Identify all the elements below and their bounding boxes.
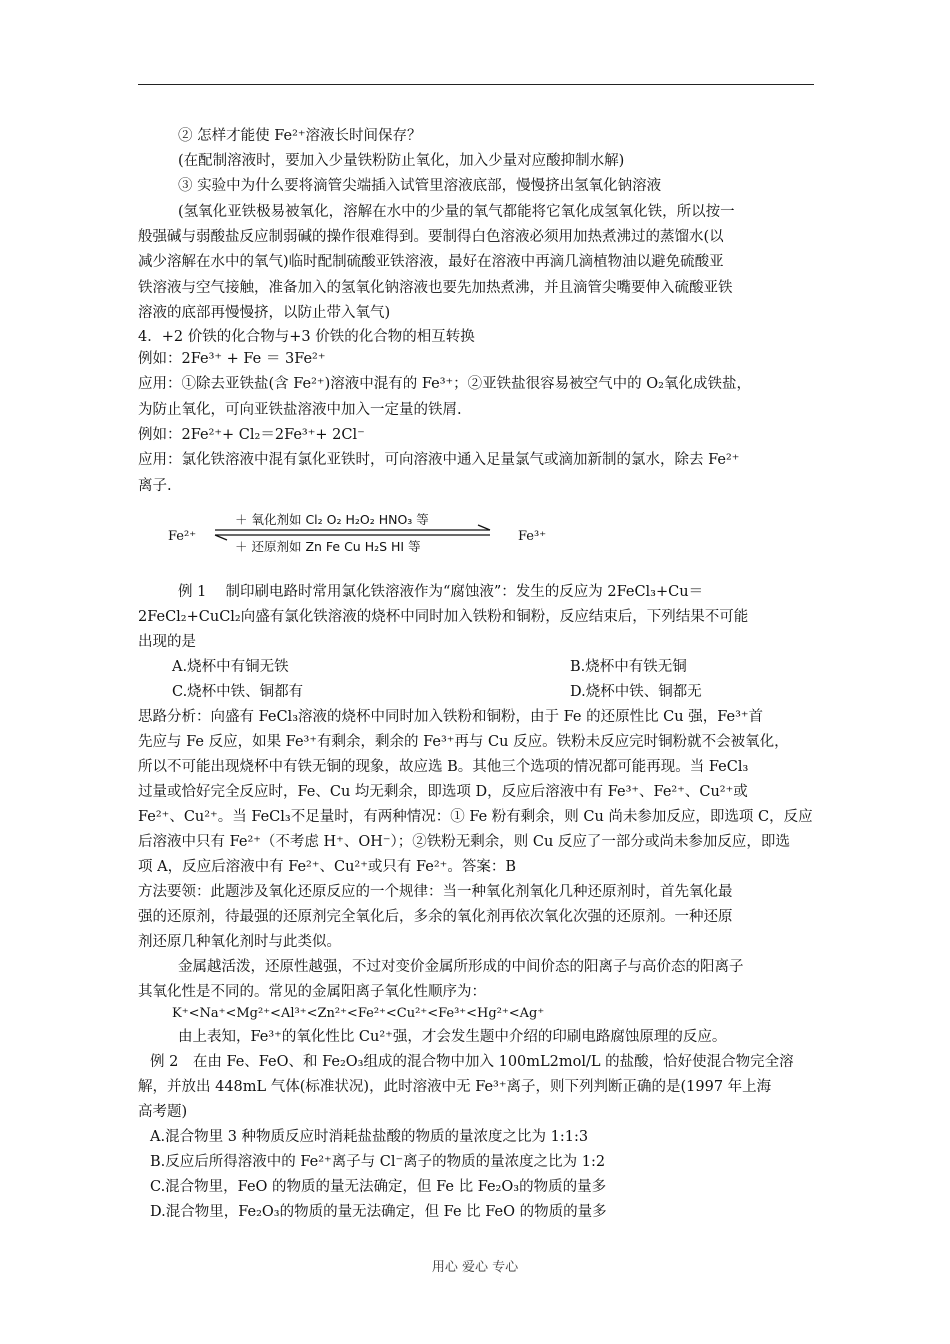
text-line: 解，并放出 448mL 气体(标准状况)，此时溶液中无 Fe³⁺离子，则下列判断正确的是(1997 年上海	[138, 1079, 772, 1095]
diagram-bottom-label: ＋ 还原剂如 Zn Fe Cu H₂S HI 等	[235, 539, 421, 554]
option-b: B.反应后所得溶液中的 Fe²⁺离子与 Cl⁻离子的物质的量浓度之比为 1:2	[150, 1154, 606, 1170]
text-line: 高考题)	[138, 1104, 188, 1120]
answer-line: 项 A，反应后溶液中有 Fe²⁺、Cu²⁺或只有 Fe²⁺。答案：B	[138, 859, 516, 875]
diagram-arrowhead-back	[215, 535, 227, 540]
text-line: 方法要领：此题涉及氧化还原反应的一个规律：当一种氧化剂氧化几种还原剂时，首先氧化最	[138, 884, 733, 900]
text-line: 出现的是	[138, 634, 196, 650]
diagram-arrowhead-forward	[478, 525, 490, 530]
text-line: ② 怎样才能使 Fe²⁺溶液长时间保存？	[178, 128, 422, 144]
diagram-top-label: ＋ 氧化剂如 Cl₂ O₂ H₂O₂ HNO₃ 等	[235, 512, 429, 527]
text-line: 例如：2Fe³⁺ + Fe ＝ 3Fe²⁺	[138, 351, 326, 367]
text-line: (在配制溶液时，要加入少量铁粉防止氧化，加入少量对应酸抑制水解)	[178, 153, 625, 169]
option-d: D.烧杯中铁、铜都无	[570, 684, 702, 700]
text-line: 减少溶解在水中的氧气)临时配制硫酸亚铁溶液，最好在溶液中再滴几滴植物油以避免硫酸亚	[138, 254, 724, 270]
option-c: C.混合物里，FeO 的物质的量无法确定，但 Fe 比 Fe₂O₃的物质的量多	[150, 1179, 607, 1195]
text-line: 2FeCl₂+CuCl₂向盛有氯化铁溶液的烧杯中同时加入铁粉和铜粉，反应结束后，下列结果不可能	[138, 609, 749, 625]
text-line: 铁溶液与空气接触，准备加入的氢氧化钠溶液也要先加热煮沸，并且滴管尖嘴要伸入硫酸亚铁	[138, 280, 733, 296]
text-line: 离子.	[138, 478, 172, 494]
text-line: 后溶液中只有 Fe²⁺（不考虑 H⁺、OH⁻）；②铁粉无剩余，则 Cu 反应了一部分或尚未参加反应，即选	[138, 834, 790, 850]
text-line: 例如：2Fe²⁺+ Cl₂＝2Fe³⁺+ 2Cl⁻	[138, 427, 365, 443]
conversion-diagram	[160, 508, 580, 558]
text-line: 为防止氧化，可向亚铁盐溶液中加入一定量的铁屑.	[138, 402, 462, 418]
text-line: 剂还原几种氧化剂时与此类似。	[138, 934, 341, 950]
text-line: 应用：①除去亚铁盐(含 Fe²⁺)溶液中混有的 Fe³⁺；②亚铁盐很容易被空气中的 O₂氧化成铁盐，	[138, 376, 751, 392]
diagram-left-label: Fe²⁺	[168, 529, 197, 544]
text-line: 应用：氯化铁溶液中混有氯化亚铁时，可向溶液中通入足量氯气或滴加新制的氯水，除去 Fe²⁺	[138, 452, 740, 468]
text-line: 所以不可能出现烧杯中有铁无铜的现象，故应选 B。其他三个选项的情况都可能再现。当 FeCl₃	[138, 759, 749, 775]
text-line: ③ 实验中为什么要将滴管尖端插入试管里溶液底部，慢慢挤出氢氧化钠溶液	[178, 178, 662, 194]
oxidation-order: K⁺<Na⁺<Mg²⁺<Al³⁺<Zn²⁺<Fe²⁺<Cu²⁺<Fe³⁺<Hg²⁺<Ag⁺	[172, 1006, 545, 1021]
option-c: C.烧杯中铁、铜都有	[172, 684, 304, 700]
section-heading: 4．+2 价铁的化合物与+3 价铁的化合物的相互转换	[138, 329, 475, 345]
header-rule	[138, 84, 814, 85]
diagram-right-label: Fe³⁺	[518, 529, 547, 544]
example-2-text: 例 2 在由 Fe、FeO、和 Fe₂O₃组成的混合物中加入 100mL2mol/L 的盐酸，恰好使混合物完全溶	[150, 1054, 794, 1070]
example-1-text: 例 1 制印刷电路时常用氯化铁溶液作为“腐蚀液”：发生的反应为 2FeCl₃+Cu＝	[178, 584, 704, 600]
option-a: A.烧杯中有铜无铁	[172, 659, 289, 675]
page-footer: 用心 爱心 专心	[431, 1260, 519, 1275]
text-line: Fe²⁺、Cu²⁺。当 FeCl₃不足量时，有两种情况：① Fe 粉有剩余，则 Cu 尚未参加反应，即选项 C，反应	[138, 809, 813, 825]
text-line: 思路分析：向盛有 FeCl₃溶液的烧杯中同时加入铁粉和铜粉，由于 Fe 的还原性比 Cu 强，Fe³⁺首	[138, 709, 764, 725]
text-line: 般强碱与弱酸盐反应制弱碱的操作很难得到。要制得白色溶液必须用加热煮沸过的蒸馏水(以	[138, 229, 724, 245]
option-d: D.混合物里，Fe₂O₃的物质的量无法确定，但 Fe 比 FeO 的物质的量多	[150, 1204, 607, 1220]
text-line: 由上表知，Fe³⁺的氧化性比 Cu²⁺强，才会发生题中介绍的印刷电路腐蚀原理的反应。	[178, 1029, 727, 1045]
text-line: 金属越活泼，还原性越强，不过对变价金属所形成的中间价态的阳离子与高价态的阳离子	[178, 959, 744, 975]
text-line: 先应与 Fe 反应，如果 Fe³⁺有剩余，剩余的 Fe³⁺再与 Cu 反应。铁粉未反应完时铜粉就不会被氧化，	[138, 734, 789, 750]
text-line: 其氧化性是不同的。常见的金属阳离子氧化性顺序为：	[138, 984, 486, 1000]
text-line: 溶液的底部再慢慢挤，以防止带入氧气)	[138, 305, 391, 321]
option-b: B.烧杯中有铁无铜	[570, 659, 687, 675]
text-line: 过量或恰好完全反应时，Fe、Cu 均无剩余，即选项 D，反应后溶液中有 Fe³⁺、Fe²⁺、Cu²⁺或	[138, 784, 748, 800]
text-line: (氢氧化亚铁极易被氧化，溶解在水中的少量的氧气都能将它氧化成氢氧化铁，所以按一	[178, 204, 735, 220]
text-line: 强的还原剂，待最强的还原剂完全氧化后，多余的氧化剂再依次氧化次强的还原剂。一种还原	[138, 909, 733, 925]
option-a: A.混合物里 3 种物质反应时消耗盐盐酸的物质的量浓度之比为 1:1:3	[150, 1129, 589, 1145]
